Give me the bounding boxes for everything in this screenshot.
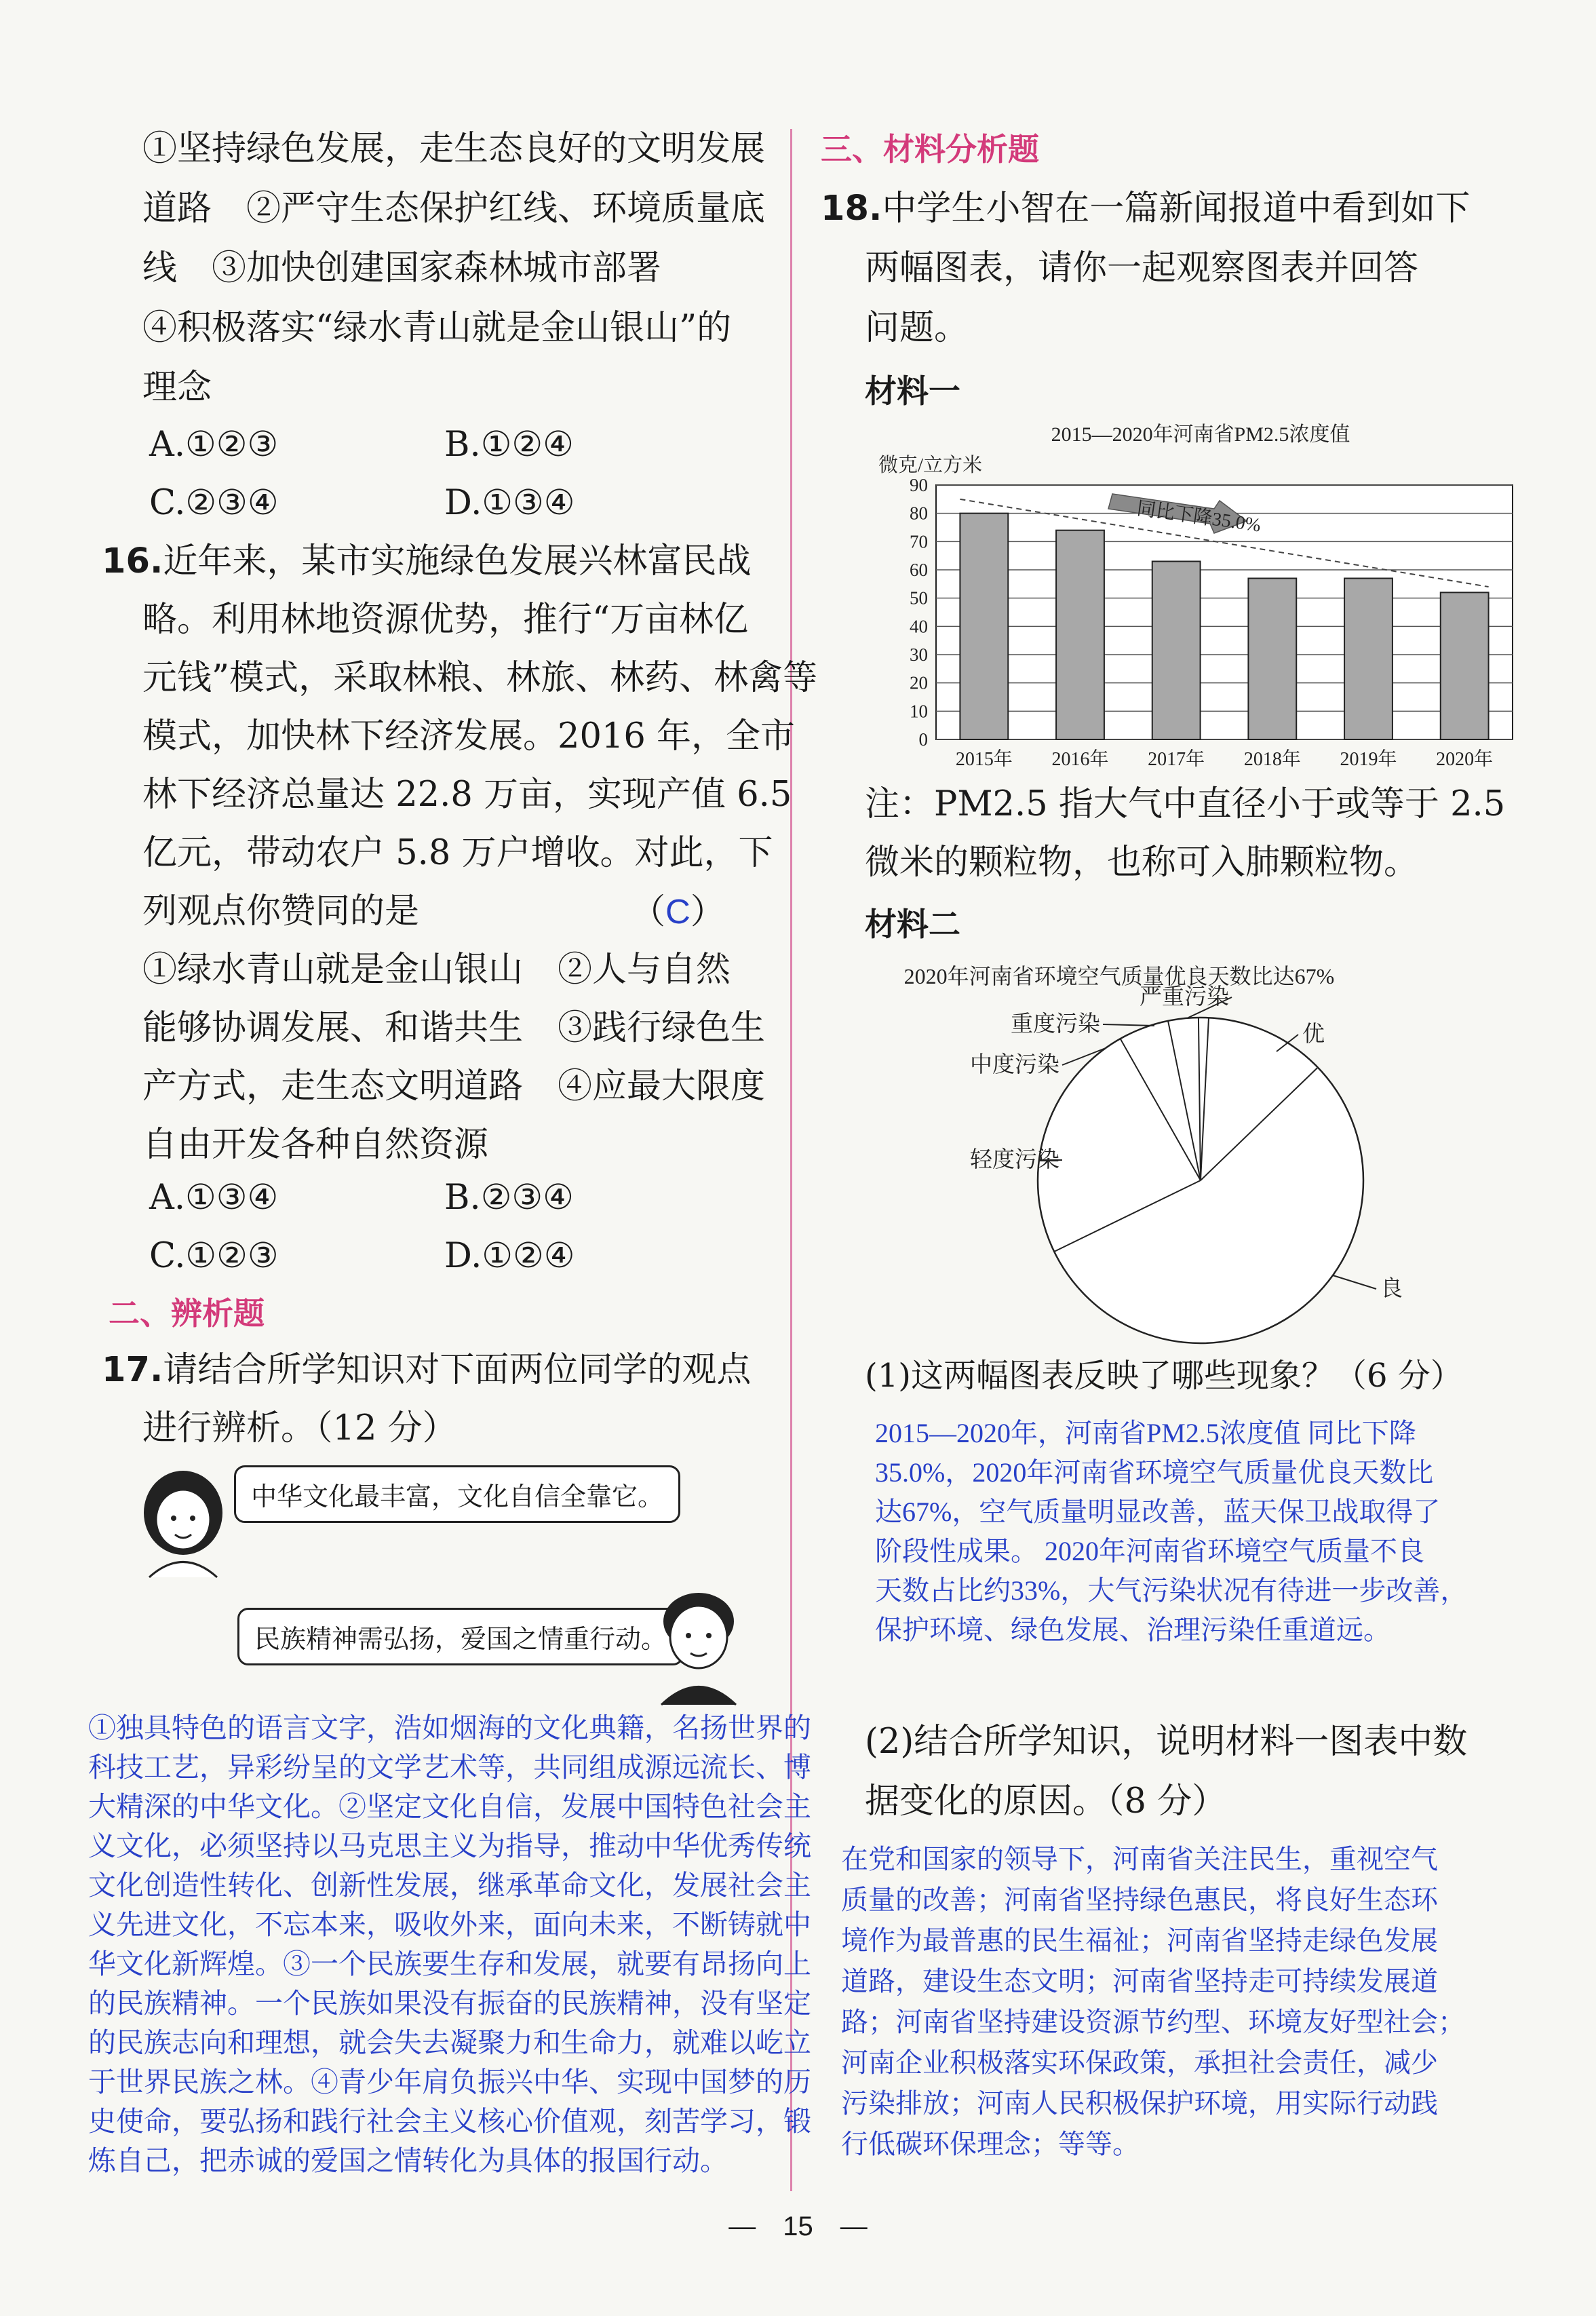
bar-ytick-label: 10 — [910, 701, 928, 722]
material-2-label: 材料二 — [865, 906, 960, 944]
q16-line-5: 林下经济总量达 22.8 万亩，实现产值 6.5 — [142, 775, 792, 815]
q15-line-1: ①坚持绿色发展，走生态良好的文明发展 — [142, 129, 766, 169]
q16-option-d: D.①②④ — [444, 1236, 575, 1276]
q16-line-1: 16.近年来，某市实施绿色发展兴林富民战 — [102, 541, 752, 581]
q18-answer1-line-4: 阶段性成果。 2020年河南省环境空气质量不良 — [875, 1536, 1424, 1566]
q18-answer2-line-4: 道路，建设生态文明；河南省坚持走可持续发展道 — [841, 1966, 1438, 1996]
pie-label: 中度污染 — [970, 1053, 1059, 1077]
q18-line-1: 18.中学生小智在一篇新闻报道中看到如下 — [821, 189, 1471, 229]
q17-line-1: 17.请结合所学知识对下面两位同学的观点 — [102, 1350, 752, 1390]
q15-option-d: D.①③④ — [444, 483, 575, 523]
q18-number: 18. — [821, 189, 882, 229]
q17-answer-line-10: 于世界民族之林。④青少年肩负振兴中华、实现中国梦的历 — [88, 2066, 811, 2098]
q17-number: 17. — [102, 1350, 163, 1390]
q16-line-7: 列观点你赞同的是 — [142, 891, 420, 931]
q18-answer2-line-2: 质量的改善；河南省坚持绿色惠民，将良好生态环 — [841, 1885, 1438, 1915]
bar-2020年 — [1441, 592, 1489, 739]
bar-2017年 — [1152, 562, 1201, 740]
q18-answer1-line-5: 天数占比约33%，大气污染状况有待进一步改善， — [875, 1575, 1468, 1606]
bar-ytick-label: 80 — [910, 503, 928, 524]
bar-xtick-label: 2018年 — [1243, 749, 1301, 767]
q18-sub-question-2-line-1: (2)结合所学知识，说明材料一图表中数 — [865, 1722, 1468, 1762]
bar-2019年 — [1344, 579, 1393, 740]
q15-option-b: B.①②④ — [444, 425, 574, 465]
bar-ytick-label: 20 — [910, 672, 928, 693]
q18-answer2-line-1: 在党和国家的领导下，河南省关注民生，重视空气 — [841, 1844, 1438, 1874]
q16-option-b: B.②③④ — [444, 1178, 574, 1218]
q18-answer2-line-3: 境作为最普惠的民生福祉；河南省坚持走绿色发展 — [841, 1925, 1438, 1956]
q18-answer2-line-8: 行低碳环保理念；等等。 — [841, 2129, 1140, 2159]
q18-line-2: 两幅图表，请你一起观察图表并回答 — [865, 248, 1419, 288]
bar-xtick-label: 2020年 — [1436, 749, 1494, 767]
material-1-label: 材料一 — [865, 373, 960, 410]
bar-ytick-label: 40 — [910, 616, 928, 637]
q15-line-2: 道路 ②严守生态保护红线、环境质量底 — [142, 189, 766, 229]
q16-line-4: 模式，加快林下经济发展。2016 年，全市 — [142, 716, 796, 756]
q18-answer2-line-5: 路；河南省坚持建设资源节约型、环境友好型社会； — [841, 2007, 1465, 2037]
q17-answer-line-9: 的民族志向和理想，就会失去凝聚力和生命力，就难以屹立 — [88, 2027, 811, 2058]
bar-ytick-label: 50 — [910, 587, 928, 609]
pie-leader-line — [1103, 1024, 1154, 1026]
page-number: — 15 — — [728, 2212, 868, 2241]
bar-ytick-label: 60 — [910, 560, 928, 580]
bar-annotation: 同比下降35.0% — [1135, 498, 1262, 537]
q15-line-3: 线 ③加快创建国家森林城市部署 — [142, 248, 662, 288]
bar-chart-title: 2015—2020年河南省PM2.5浓度值 — [1051, 423, 1350, 446]
q18-answer2-line-7: 污染排放；河南人民积极保护环境，用实际行动践 — [841, 2088, 1438, 2119]
bar-xtick-label: 2017年 — [1148, 749, 1205, 767]
pie-label: 重度污染 — [1011, 1012, 1100, 1037]
bar-ytick-label: 0 — [918, 729, 928, 750]
bar-ytick-label: 70 — [910, 531, 928, 552]
q16-number: 16. — [102, 541, 163, 581]
bar-2016年 — [1056, 530, 1104, 739]
q15-line-5: 理念 — [142, 368, 212, 408]
q17-answer-line-5: 文化创造性转化、创新性发展，继承革命文化，发展社会主 — [88, 1870, 811, 1901]
q16-statement-2: 能够协调发展、和谐共生 ③践行绿色生 — [142, 1008, 766, 1048]
pie-label: 良 — [1380, 1277, 1403, 1301]
q15-line-4: ④积极落实“绿水青山就是金山银山”的 — [142, 308, 732, 348]
bar-xtick-label: 2016年 — [1051, 749, 1109, 767]
boy-student-illustration — [651, 1584, 746, 1706]
q18-note-line-1: 注：PM2.5 指大气中直径小于或等于 2.5 — [865, 784, 1506, 824]
pie-label: 优 — [1302, 1022, 1325, 1047]
pie-chart-title: 2020年河南省环境空气质量优良天数比达67% — [903, 964, 1335, 988]
bar-xtick-label: 2019年 — [1340, 749, 1397, 767]
student-bubble-2: 民族精神需弘扬，爱国之情重行动。 — [237, 1608, 684, 1665]
q18-answer1-line-1: 2015—2020年，河南省PM2.5浓度值 同比下降 — [875, 1418, 1416, 1448]
q16-statement-1: ①绿水青山就是金山银山 ②人与自然 — [142, 950, 731, 990]
q15-option-c: C.②③④ — [149, 483, 279, 523]
pie-leader-line — [1333, 1275, 1376, 1289]
q16-statement-4: 自由开发各种自然资源 — [142, 1125, 489, 1165]
q16-option-a: A.①③④ — [149, 1178, 279, 1218]
girl-student-illustration — [136, 1465, 231, 1581]
q17-answer-line-7: 华文化新辉煌。③一个民族要生存和发展，就要有昂扬向上 — [88, 1948, 811, 1980]
q16-line-3: 元钱”模式，采取林粮、林旅、林药、林禽等 — [142, 658, 818, 698]
q17-answer-line-2: 科技工艺，异彩纷呈的文学艺术等，共同组成源远流长、博 — [88, 1752, 811, 1783]
bar-2018年 — [1248, 579, 1296, 740]
pm25-bar-chart — [861, 414, 1540, 767]
q17-answer-line-11: 史使命，要弘扬和践行社会主义核心价值观，刻苦学习，锻 — [88, 2106, 811, 2137]
q17-answer-line-4: 义文化，必须坚持以马克思主义为指导，推动中华优秀传统 — [88, 1830, 811, 1861]
q18-note-line-2: 微米的颗粒物，也称可入肺颗粒物。 — [865, 843, 1419, 883]
pie-label: 轻度污染 — [970, 1148, 1059, 1172]
q16-option-c: C.①②③ — [149, 1236, 279, 1276]
q17-line-2: 进行辨析。（12 分） — [142, 1408, 457, 1448]
q18-sub-question-2-line-2: 据变化的原因。（8 分） — [865, 1781, 1227, 1821]
bar-chart-ylabel: 微克/立方米 — [878, 455, 983, 476]
bar-xtick-label: 2015年 — [955, 749, 1013, 767]
q17-answer-line-6: 义先进文化，不忘本来，吸收外来，面向未来，不断铸就中 — [88, 1909, 811, 1940]
bar-2015年 — [960, 514, 1008, 739]
q16-answer: C — [665, 892, 690, 931]
section-3-title: 三、材料分析题 — [821, 131, 1039, 168]
q17-answer-line-8: 的民族精神。一个民族如果没有振奋的民族精神，没有坚定 — [88, 1988, 811, 2019]
student-bubble-1: 中华文化最丰富，文化自信全靠它。 — [234, 1465, 680, 1523]
bar-ytick-label: 90 — [910, 475, 928, 495]
q18-answer2-line-6: 河南企业积极落实环保政策，承担社会责任，减少 — [841, 2047, 1438, 2078]
q18-line-3: 问题。 — [865, 308, 969, 348]
q18-answer1-line-3: 达67%，空气质量明显改善，蓝天保卫战取得了 — [875, 1497, 1441, 1527]
q16-line-6: 亿元，带动农户 5.8 万户增收。对此，下 — [142, 833, 773, 873]
air-quality-pie-chart — [861, 950, 1540, 1357]
q17-answer-line-3: 大精深的中华文化。②坚定文化自信，发展中国特色社会主 — [88, 1791, 811, 1822]
q16-line-2: 略。利用林地资源优势，推行“万亩林亿 — [142, 600, 749, 640]
pie-label: 严重污染 — [1140, 985, 1229, 1009]
q18-answer1-line-2: 35.0%，2020年河南省环境空气质量优良天数比 — [875, 1457, 1434, 1488]
q18-answer1-line-6: 保护环境、绿色发展、治理污染任重道远。 — [875, 1615, 1390, 1645]
section-2-title: 二、辨析题 — [109, 1295, 265, 1332]
q18-sub-question-1: (1)这两幅图表反映了哪些现象？（6 分） — [865, 1357, 1463, 1395]
q17-answer-line-12: 炼自己，把赤诚的爱国之情转化为具体的报国行动。 — [88, 2145, 728, 2176]
q16-answer-bracket: （C） — [631, 892, 725, 932]
q16-statement-3: 产方式，走生态文明道路 ④应最大限度 — [142, 1066, 766, 1106]
q17-answer-line-1: ①独具特色的语言文字，浩如烟海的文化典籍，名扬世界的 — [88, 1712, 811, 1743]
q15-option-a: A.①②③ — [149, 425, 279, 465]
bar-ytick-label: 30 — [910, 644, 928, 665]
